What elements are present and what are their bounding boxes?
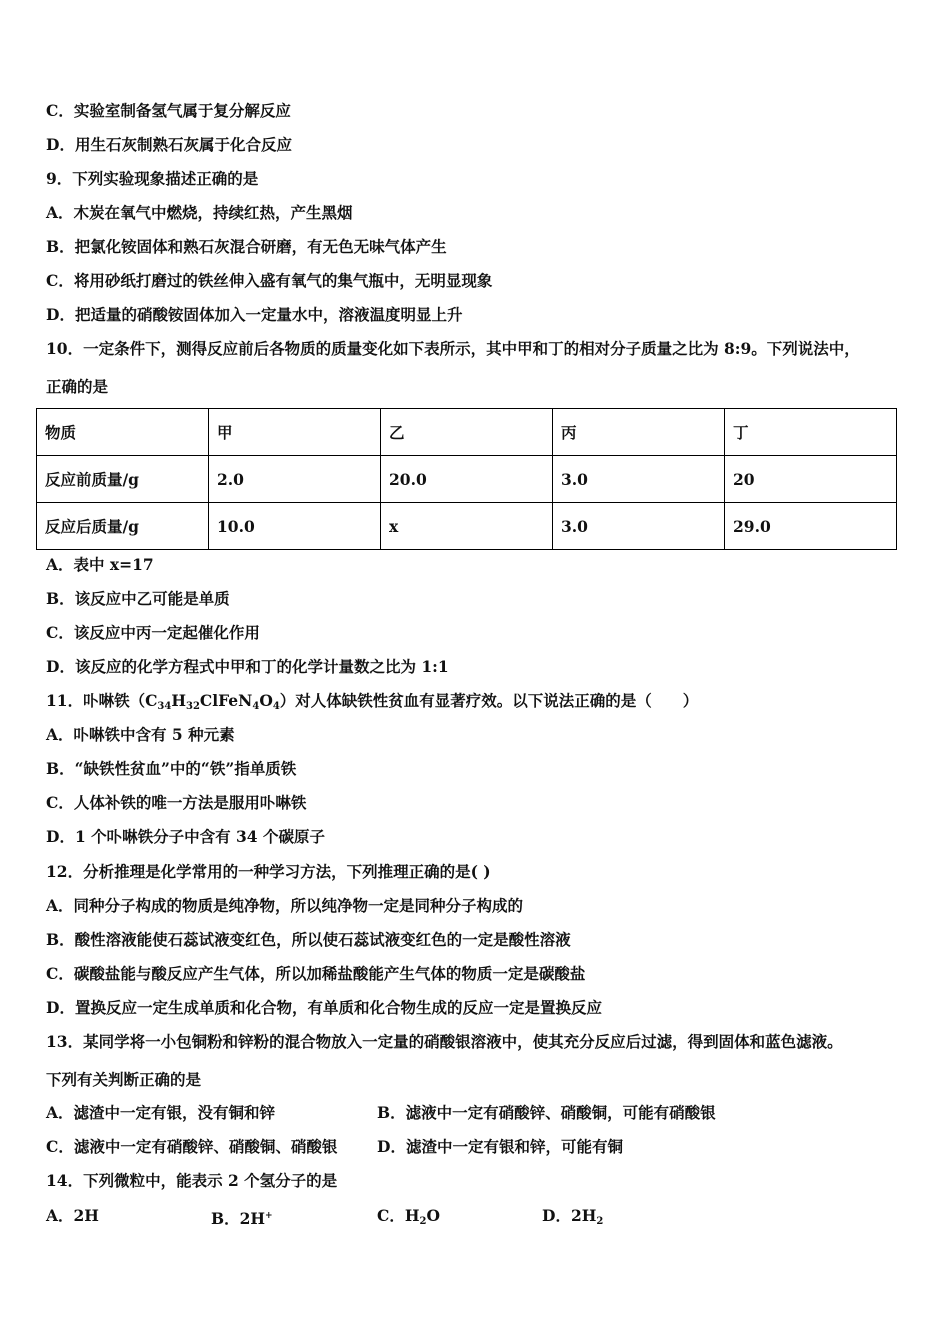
q8-option-d: D．用生石灰制熟石灰属于化合反应 — [46, 135, 292, 154]
table-cell: 甲 — [209, 409, 381, 456]
table-cell: 3.0 — [553, 456, 725, 503]
table-cell: 20.0 — [381, 456, 553, 503]
q12-option-a: A．同种分子构成的物质是纯净物，所以纯净物一定是同种分子构成的 — [46, 896, 524, 915]
q11-option-b: B．“缺铁性贫血”中的“铁”指单质铁 — [46, 759, 297, 778]
table-cell: 20 — [725, 456, 897, 503]
q11-option-c: C．人体补铁的唯一方法是服用卟啉铁 — [46, 793, 307, 812]
q12-option-b: B．酸性溶液能使石蕊试液变红色，所以使石蕊试液变红色的一定是酸性溶液 — [46, 930, 571, 949]
q8-option-c: C．实验室制备氢气属于复分解反应 — [46, 101, 291, 120]
q13-stem-cont: 下列有关判断正确的是 — [46, 1070, 202, 1089]
mass-table — [36, 408, 897, 550]
table-cell: 丁 — [725, 409, 897, 456]
q10-option-c: C．该反应中丙一定起催化作用 — [46, 623, 260, 642]
q10-option-b: B．该反应中乙可能是单质 — [46, 589, 230, 608]
q9-option-d: D．把适量的硝酸铵固体加入一定量水中，溶液温度明显上升 — [46, 305, 463, 324]
table-header-row — [37, 409, 897, 456]
q13-option-a: A．滤渣中一定有银，没有铜和锌 — [46, 1103, 276, 1122]
q13-option-c: C．滤液中一定有硝酸锌、硝酸铜、硝酸银 — [46, 1137, 338, 1156]
q10-stem: 10．一定条件下，测得反应前后各物质的质量变化如下表所示，其中甲和丁的相对分子质量之比为 8:9。下列说法中， — [46, 339, 860, 358]
q14-option-b: B．2H+ — [211, 1209, 273, 1228]
table-cell: 29.0 — [725, 503, 897, 550]
table-row — [37, 503, 897, 550]
q9-option-c: C．将用砂纸打磨过的铁丝伸入盛有氧气的集气瓶中，无明显现象 — [46, 271, 493, 290]
q12-stem: 12．分析推理是化学常用的一种学习方法，下列推理正确的是( ) — [46, 862, 491, 881]
q11-stem: 11．卟啉铁$(C_{34}H_{32}ClFeN_4O_4)$对人体缺铁性贫血有显著疗效。以下说法正确的是（ ） — [46, 691, 699, 712]
table-cell: 3.0 — [553, 503, 725, 550]
q13-option-d: D．滤渣中一定有银和锌，可能有铜 — [377, 1137, 623, 1156]
q13-stem: 13．某同学将一小包铜粉和锌粉的混合物放入一定量的硝酸银溶液中，使其充分反应后过滤，得到固体和蓝色滤液。 — [46, 1032, 843, 1051]
table-row — [37, 456, 897, 503]
table-cell: 2.0 — [209, 456, 381, 503]
q9-stem: 9．下列实验现象描述正确的是 — [46, 169, 259, 188]
q9-option-b: B．把氯化铵固体和熟石灰混合研磨，有无色无味气体产生 — [46, 237, 447, 256]
table-cell: 丙 — [553, 409, 725, 456]
table-cell: 反应前质量/g — [37, 456, 209, 503]
q14-option-c: C．H2O — [377, 1206, 440, 1227]
table-cell: 反应后质量/g — [37, 503, 209, 550]
q14-stem: 14．下列微粒中，能表示 2 个氢分子的是 — [46, 1171, 338, 1190]
table-cell: 乙 — [381, 409, 553, 456]
q10-option-d: D．该反应的化学方程式中甲和丁的化学计量数之比为 1:1 — [46, 657, 449, 676]
q13-option-b: B．滤液中一定有硝酸锌、硝酸铜，可能有硝酸银 — [377, 1103, 716, 1122]
table-cell: x — [381, 503, 553, 550]
q10-option-a: A．表中 x=17 — [46, 555, 154, 574]
q9-option-a: A．木炭在氧气中燃烧，持续红热，产生黑烟 — [46, 203, 353, 222]
q12-option-c: C．碳酸盐能与酸反应产生气体，所以加稀盐酸能产生气体的物质一定是碳酸盐 — [46, 964, 586, 983]
q14-option-a: A．2H — [46, 1206, 99, 1225]
table-cell: 10.0 — [209, 503, 381, 550]
table-cell: 物质 — [37, 409, 209, 456]
q11-option-d: D．1 个卟啉铁分子中含有 34 个碳原子 — [46, 827, 325, 846]
q12-option-d: D．置换反应一定生成单质和化合物，有单质和化合物生成的反应一定是置换反应 — [46, 998, 602, 1017]
q11-option-a: A．卟啉铁中含有 5 种元素 — [46, 725, 235, 744]
q14-option-d: D．2H2 — [542, 1206, 604, 1227]
q10-stem-cont: 正确的是 — [46, 377, 109, 396]
